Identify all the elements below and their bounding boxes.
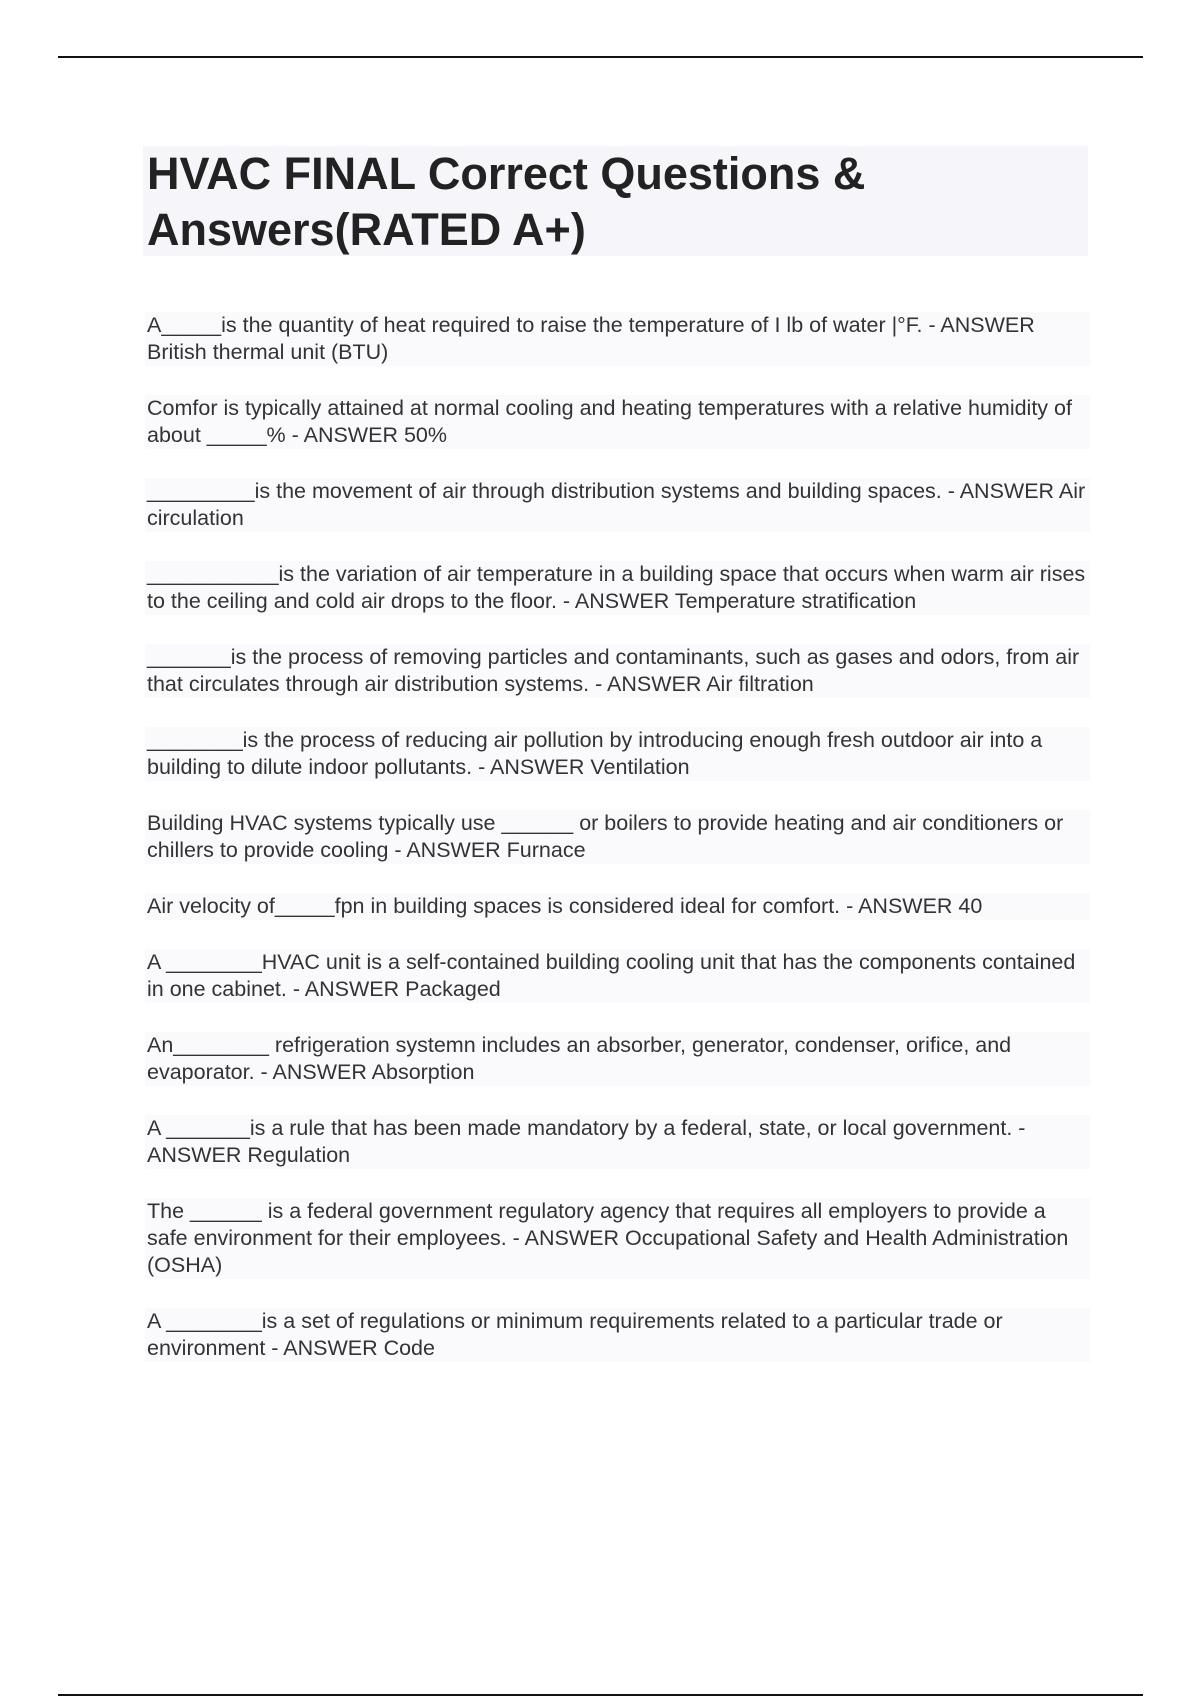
document-title: HVAC FINAL Correct Questions & Answers(RATED A+) (147, 148, 866, 255)
top-divider (58, 56, 1143, 58)
qa-item-btu: A_____is the quantity of heat required to raise the temperature of I lb of water |°F. - ANSWER British thermal unit (BTU) (145, 312, 1090, 366)
qa-item-osha: The ______ is a federal government regulatory agency that requires all employers to provide a safe environment for their employees. - ANSWER Occupational Safety and Health Administration (OSHA) (145, 1198, 1090, 1279)
qa-item-temperature-stratification: ___________is the variation of air temperature in a building space that occurs when warm air rises to the ceiling and cold air drops to the floor. - ANSWER Temperature stratification (145, 561, 1090, 615)
qa-item-air-velocity: Air velocity of_____fpn in building spaces is considered ideal for comfort. - ANSWER 40 (145, 893, 1090, 920)
bottom-divider (58, 1694, 1143, 1696)
title-block (143, 146, 1088, 256)
qa-item-code: A ________is a set of regulations or minimum requirements related to a particular trade or environment - ANSWER Code (145, 1308, 1090, 1362)
qa-item-humidity: Comfor is typically attained at normal cooling and heating temperatures with a relative humidity of about _____% - ANSWER 50% (145, 395, 1090, 449)
qa-list (145, 312, 1090, 1391)
qa-item-absorption: An________ refrigeration systemn includes an absorber, generator, condenser, orifice, and evaporator. - ANSWER Absorption (145, 1032, 1090, 1086)
qa-item-ventilation: ________is the process of reducing air pollution by introducing enough fresh outdoor air into a building to dilute indoor pollutants. - ANSWER Ventilation (145, 727, 1090, 781)
qa-item-regulation: A _______is a rule that has been made mandatory by a federal, state, or local government. - ANSWER Regulation (145, 1115, 1090, 1169)
qa-item-furnace: Building HVAC systems typically use ______ or boilers to provide heating and air conditioners or chillers to provide cooling - ANSWER Furnace (145, 810, 1090, 864)
qa-item-air-filtration: _______is the process of removing particles and contaminants, such as gases and odors, from air that circulates through air distribution systems. - ANSWER Air filtration (145, 644, 1090, 698)
qa-item-packaged: A ________HVAC unit is a self-contained building cooling unit that has the components contained in one cabinet. - ANSWER Packaged (145, 949, 1090, 1003)
qa-item-air-circulation: _________is the movement of air through distribution systems and building spaces. - ANSWER Air circulation (145, 478, 1090, 532)
